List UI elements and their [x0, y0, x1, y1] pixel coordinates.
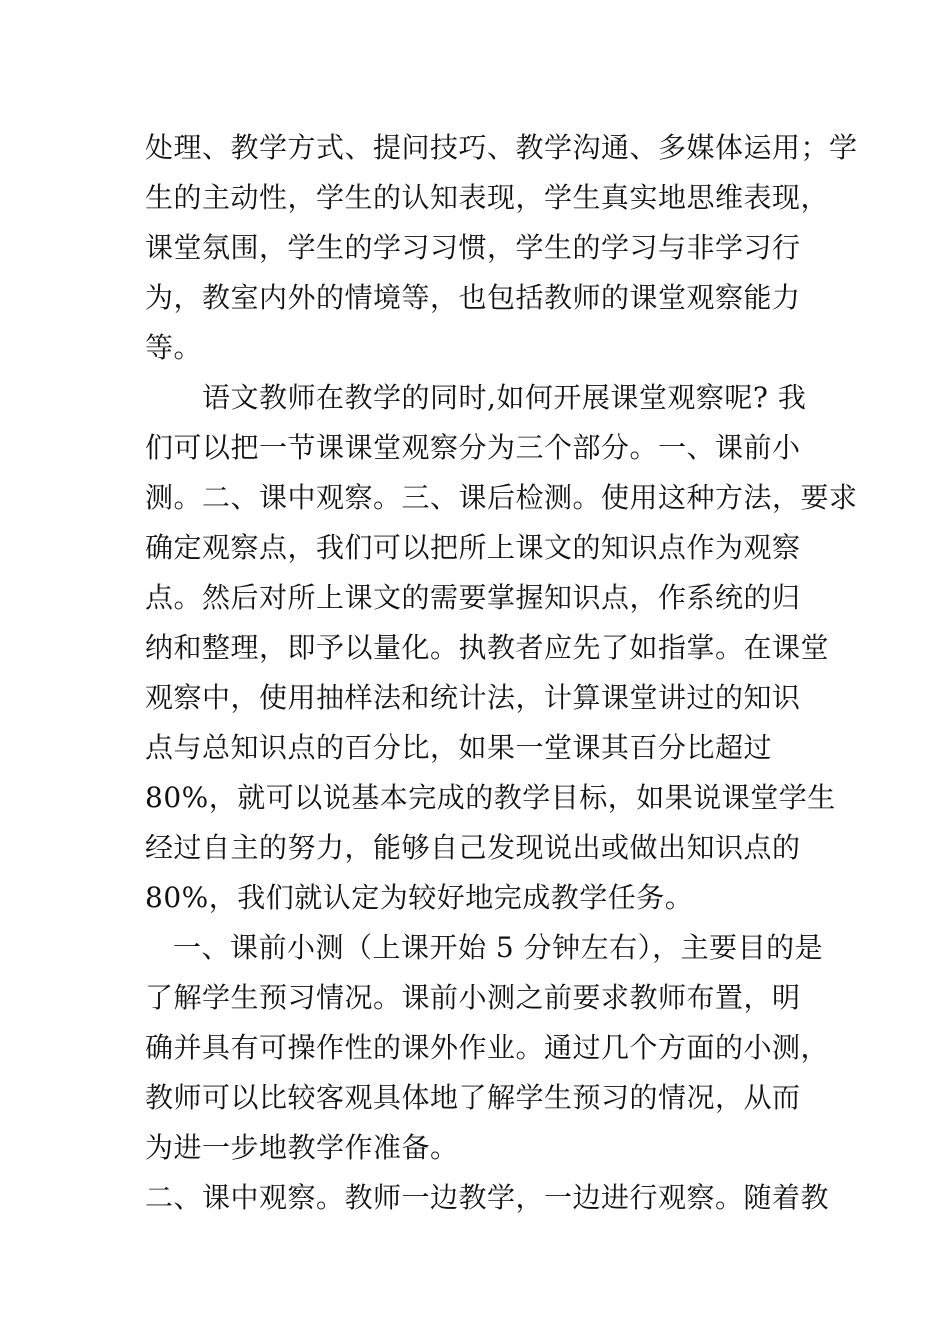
paragraph-first-line: 语文教师在教学的同时,如何开展课堂观察呢? 我: [202, 381, 807, 414]
text-line: 为进一步地教学作准备。: [145, 1131, 459, 1164]
text-line: 了解学生预习情况。课前小测之前要求教师布置，明: [145, 981, 801, 1014]
text-line: 处理、教学方式、提问技巧、教学沟通、多媒体运用；学: [145, 131, 858, 164]
text-line: 确并具有可操作性的课外作业。通过几个方面的小测，: [145, 1031, 830, 1064]
text-line: 纳和整理，即予以量化。执教者应先了如指掌。在课堂: [145, 631, 830, 664]
text-line: 确定观察点，我们可以把所上课文的知识点作为观察: [145, 531, 801, 564]
text-line: 们可以把一节课课堂观察分为三个部分。一、课前小: [145, 431, 801, 464]
text-line: 生的主动性，学生的认知表现，学生真实地思维表现，: [145, 181, 830, 214]
text-line: 测。二、课中观察。三、课后检测。使用这种方法，要求: [145, 481, 858, 514]
text-line: 经过自主的努力，能够自己发现说出或做出知识点的: [145, 831, 801, 864]
text-line: 等。: [145, 331, 203, 364]
text-line: 80%，我们就认定为较好地完成教学任务。: [145, 881, 694, 914]
text-line: 二、课中观察。教师一边教学，一边进行观察。随着教: [145, 1181, 830, 1214]
text-line: 为，教室内外的情境等，也包括教师的课堂观察能力: [145, 281, 801, 314]
text-line: 教师可以比较客观具体地了解学生预习的情况，从而: [145, 1081, 801, 1114]
text-line: 80%，就可以说基本完成的教学目标，如果说课堂学生: [145, 781, 836, 814]
paragraph-first-line: 一、课前小测（上课开始 5 分钟左右），主要目的是: [173, 931, 824, 964]
text-line: 观察中，使用抽样法和统计法，计算课堂讲过的知识: [145, 681, 801, 714]
text-line: 课堂氛围，学生的学习习惯，学生的学习与非学习行: [145, 231, 801, 264]
text-line: 点。然后对所上课文的需要掌握知识点，作系统的归: [145, 581, 801, 614]
text-line: 点与总知识点的百分比，如果一堂课其百分比超过: [145, 731, 773, 764]
